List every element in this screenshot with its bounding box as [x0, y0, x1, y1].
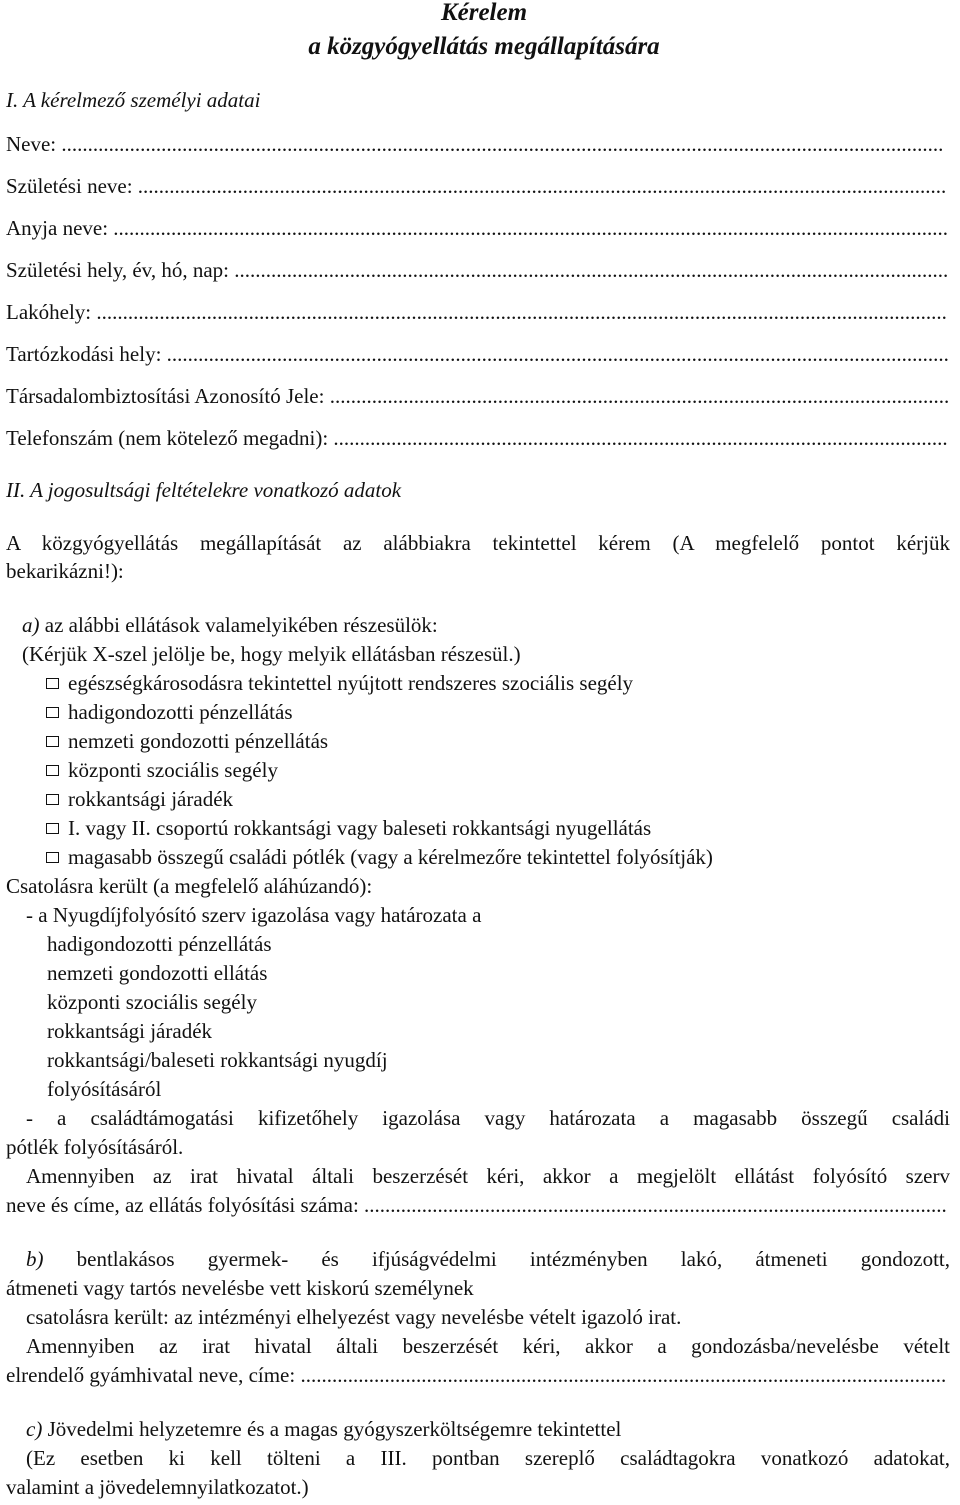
field-fill-dots: .....................................................................................................................	[333, 426, 948, 450]
field-label: Anyja neve:	[6, 216, 114, 240]
family-allowance-line-2: pótlék folyósításáról.	[6, 1135, 184, 1159]
field-fill-dots: ..........................................................................................................................................................	[137, 174, 947, 198]
attached-item[interactable]: hadigondozotti pénzellátás	[47, 932, 272, 956]
field-birth-place-date[interactable]	[6, 257, 950, 283]
field-fill-dots: ...........................................................................................................................	[300, 1363, 946, 1387]
option-b-line-3: csatolásra került: az intézményi elhelyezést vagy nevelésbe vételt igazoló irat.	[26, 1305, 682, 1329]
field-label: neve és címe, az ellátás folyósítási száma:	[6, 1193, 365, 1217]
field-label: Tartózkodási hely:	[6, 342, 167, 366]
checkbox-item[interactable]	[46, 670, 633, 696]
checkbox-square[interactable]	[46, 736, 59, 747]
checkbox-item[interactable]	[46, 757, 278, 783]
checkbox-square[interactable]	[46, 794, 59, 805]
checkbox-item[interactable]	[46, 815, 651, 841]
option-c-line-3: valamint a jövedelemnyilatkozatot.)	[6, 1475, 309, 1499]
field-fill-dots: ...............................................................................................................	[364, 1193, 947, 1217]
checkbox-square[interactable]	[46, 707, 59, 718]
field-fill-dots: ........................................................................................................................................	[234, 258, 949, 282]
checkbox-square[interactable]	[46, 823, 59, 834]
field-name[interactable]	[6, 131, 946, 157]
checkbox-square[interactable]	[46, 678, 59, 689]
option-a-note: (Kérjük X-szel jelölje be, hogy melyik ellátásban részesül.)	[22, 642, 521, 666]
field-label: elrendelő gyámhivatal neve, címe:	[6, 1363, 301, 1387]
field-label: Telefonszám (nem kötelező megadni):	[6, 426, 334, 450]
option-a-label: a)	[22, 613, 40, 637]
attached-item[interactable]: központi szociális segély	[47, 990, 257, 1014]
section-1-heading: I. A kérelmező személyi adatai	[6, 88, 261, 112]
checkbox-item[interactable]	[46, 728, 328, 754]
checkbox-square[interactable]	[46, 852, 59, 863]
field-label: Születési neve:	[6, 174, 138, 198]
attached-item[interactable]: rokkantsági/baleseti rokkantsági nyugdíj	[47, 1048, 388, 1072]
office-request-line-1: Amennyiben az irat hivatal általi beszerzését kéri, akkor a megjelölt ellátást folyósító szerv	[26, 1164, 950, 1188]
field-temporary-residence[interactable]	[6, 341, 950, 367]
field-guardianship-office[interactable]	[6, 1362, 946, 1388]
form-subtitle: a közgyógyellátás megállapítására	[308, 33, 660, 60]
option-b-line-1	[26, 1246, 950, 1272]
family-allowance-line-1[interactable]: - a családtámogatási kifizetőhely igazolása vagy határozata a magasabb összegű családi	[26, 1106, 950, 1130]
option-c-text: Jövedelmi helyzetemre és a magas gyógyszerköltségemre tekintettel	[42, 1417, 622, 1441]
attached-heading: Csatolásra került (a megfelelő aláhúzandó):	[6, 874, 373, 898]
option-a-text: az alábbi ellátások valamelyikében részesülök:	[39, 613, 438, 637]
checkbox-label: rokkantsági járadék	[68, 787, 234, 811]
attached-item[interactable]: rokkantsági járadék	[47, 1019, 213, 1043]
field-birth-name[interactable]	[6, 173, 950, 199]
field-fill-dots: ...............................................................................................................................................................	[113, 216, 949, 240]
option-b-text: bentlakásos gyermek- és ifjúságvédelmi intézményben lakó, átmeneti gondozott,	[43, 1247, 950, 1271]
field-mother-name[interactable]	[6, 215, 950, 241]
field-residence[interactable]	[6, 299, 950, 325]
checkbox-item[interactable]	[46, 699, 293, 725]
field-label: Lakóhely:	[6, 300, 97, 324]
field-phone[interactable]	[6, 425, 950, 451]
field-social-security-number[interactable]	[6, 383, 950, 409]
checkbox-label: magasabb összegű családi pótlék (vagy a kérelmezőre tekintettel folyósítják)	[68, 845, 713, 869]
field-label: Neve:	[6, 132, 62, 156]
intro-line-2: bekarikázni!):	[6, 559, 124, 583]
field-label: Társadalombiztosítási Azonosító Jele:	[6, 384, 330, 408]
checkbox-label: nemzeti gondozotti pénzellátás	[68, 729, 329, 753]
section-2-heading: II. A jogosultsági feltételekre vonatkozó adatok	[6, 478, 402, 502]
option-a	[22, 612, 438, 638]
intro-line-1: A közgyógyellátás megállapítását az alábbiakra tekintettel kérem (A megfelelő pontot kérjük	[6, 531, 950, 555]
attached-item[interactable]: folyósításáról	[47, 1077, 162, 1101]
field-fill-dots: .....................................................................................................................................................	[166, 342, 949, 366]
checkbox-square[interactable]	[46, 765, 59, 776]
checkbox-label: I. vagy II. csoportú rokkantsági vagy baleseti rokkantsági nyugellátás	[68, 816, 652, 840]
field-fill-dots: ..................................................................................................................................................................	[96, 300, 947, 324]
option-c-label: c)	[26, 1417, 43, 1441]
checkbox-label: központi szociális segély	[68, 758, 278, 782]
option-b-line-2: átmeneti vagy tartós nevelésbe vett kiskorú személynek	[6, 1276, 474, 1300]
field-payer-name-address[interactable]	[6, 1192, 950, 1218]
option-c-line-2: (Ez esetben ki kell tölteni a III. pontban szereplő családtagokra vonatkozó adatokat,	[26, 1446, 950, 1470]
checkbox-label: hadigondozotti pénzellátás	[68, 700, 293, 724]
form-title: Kérelem	[440, 0, 528, 26]
field-fill-dots: ......................................................................................................................	[329, 384, 950, 408]
option-b-line-4: Amennyiben az irat hivatal általi beszerzését kéri, akkor a gondozásba/nevelésbe vételt	[26, 1334, 950, 1358]
option-c-line-1	[26, 1416, 621, 1442]
attached-item[interactable]: nemzeti gondozotti ellátás	[47, 961, 268, 985]
checkbox-item[interactable]	[46, 786, 233, 812]
field-label: Születési hely, év, hó, nap:	[6, 258, 235, 282]
attached-item[interactable]: - a Nyugdíjfolyósító szerv igazolása vagy határozata a	[26, 903, 482, 927]
checkbox-item[interactable]	[46, 844, 713, 870]
checkbox-label: egészségkárosodásra tekintettel nyújtott rendszeres szociális segély	[68, 671, 634, 695]
option-b-label: b)	[26, 1247, 44, 1271]
field-fill-dots: ........................................................................................................................................................................	[61, 132, 944, 156]
